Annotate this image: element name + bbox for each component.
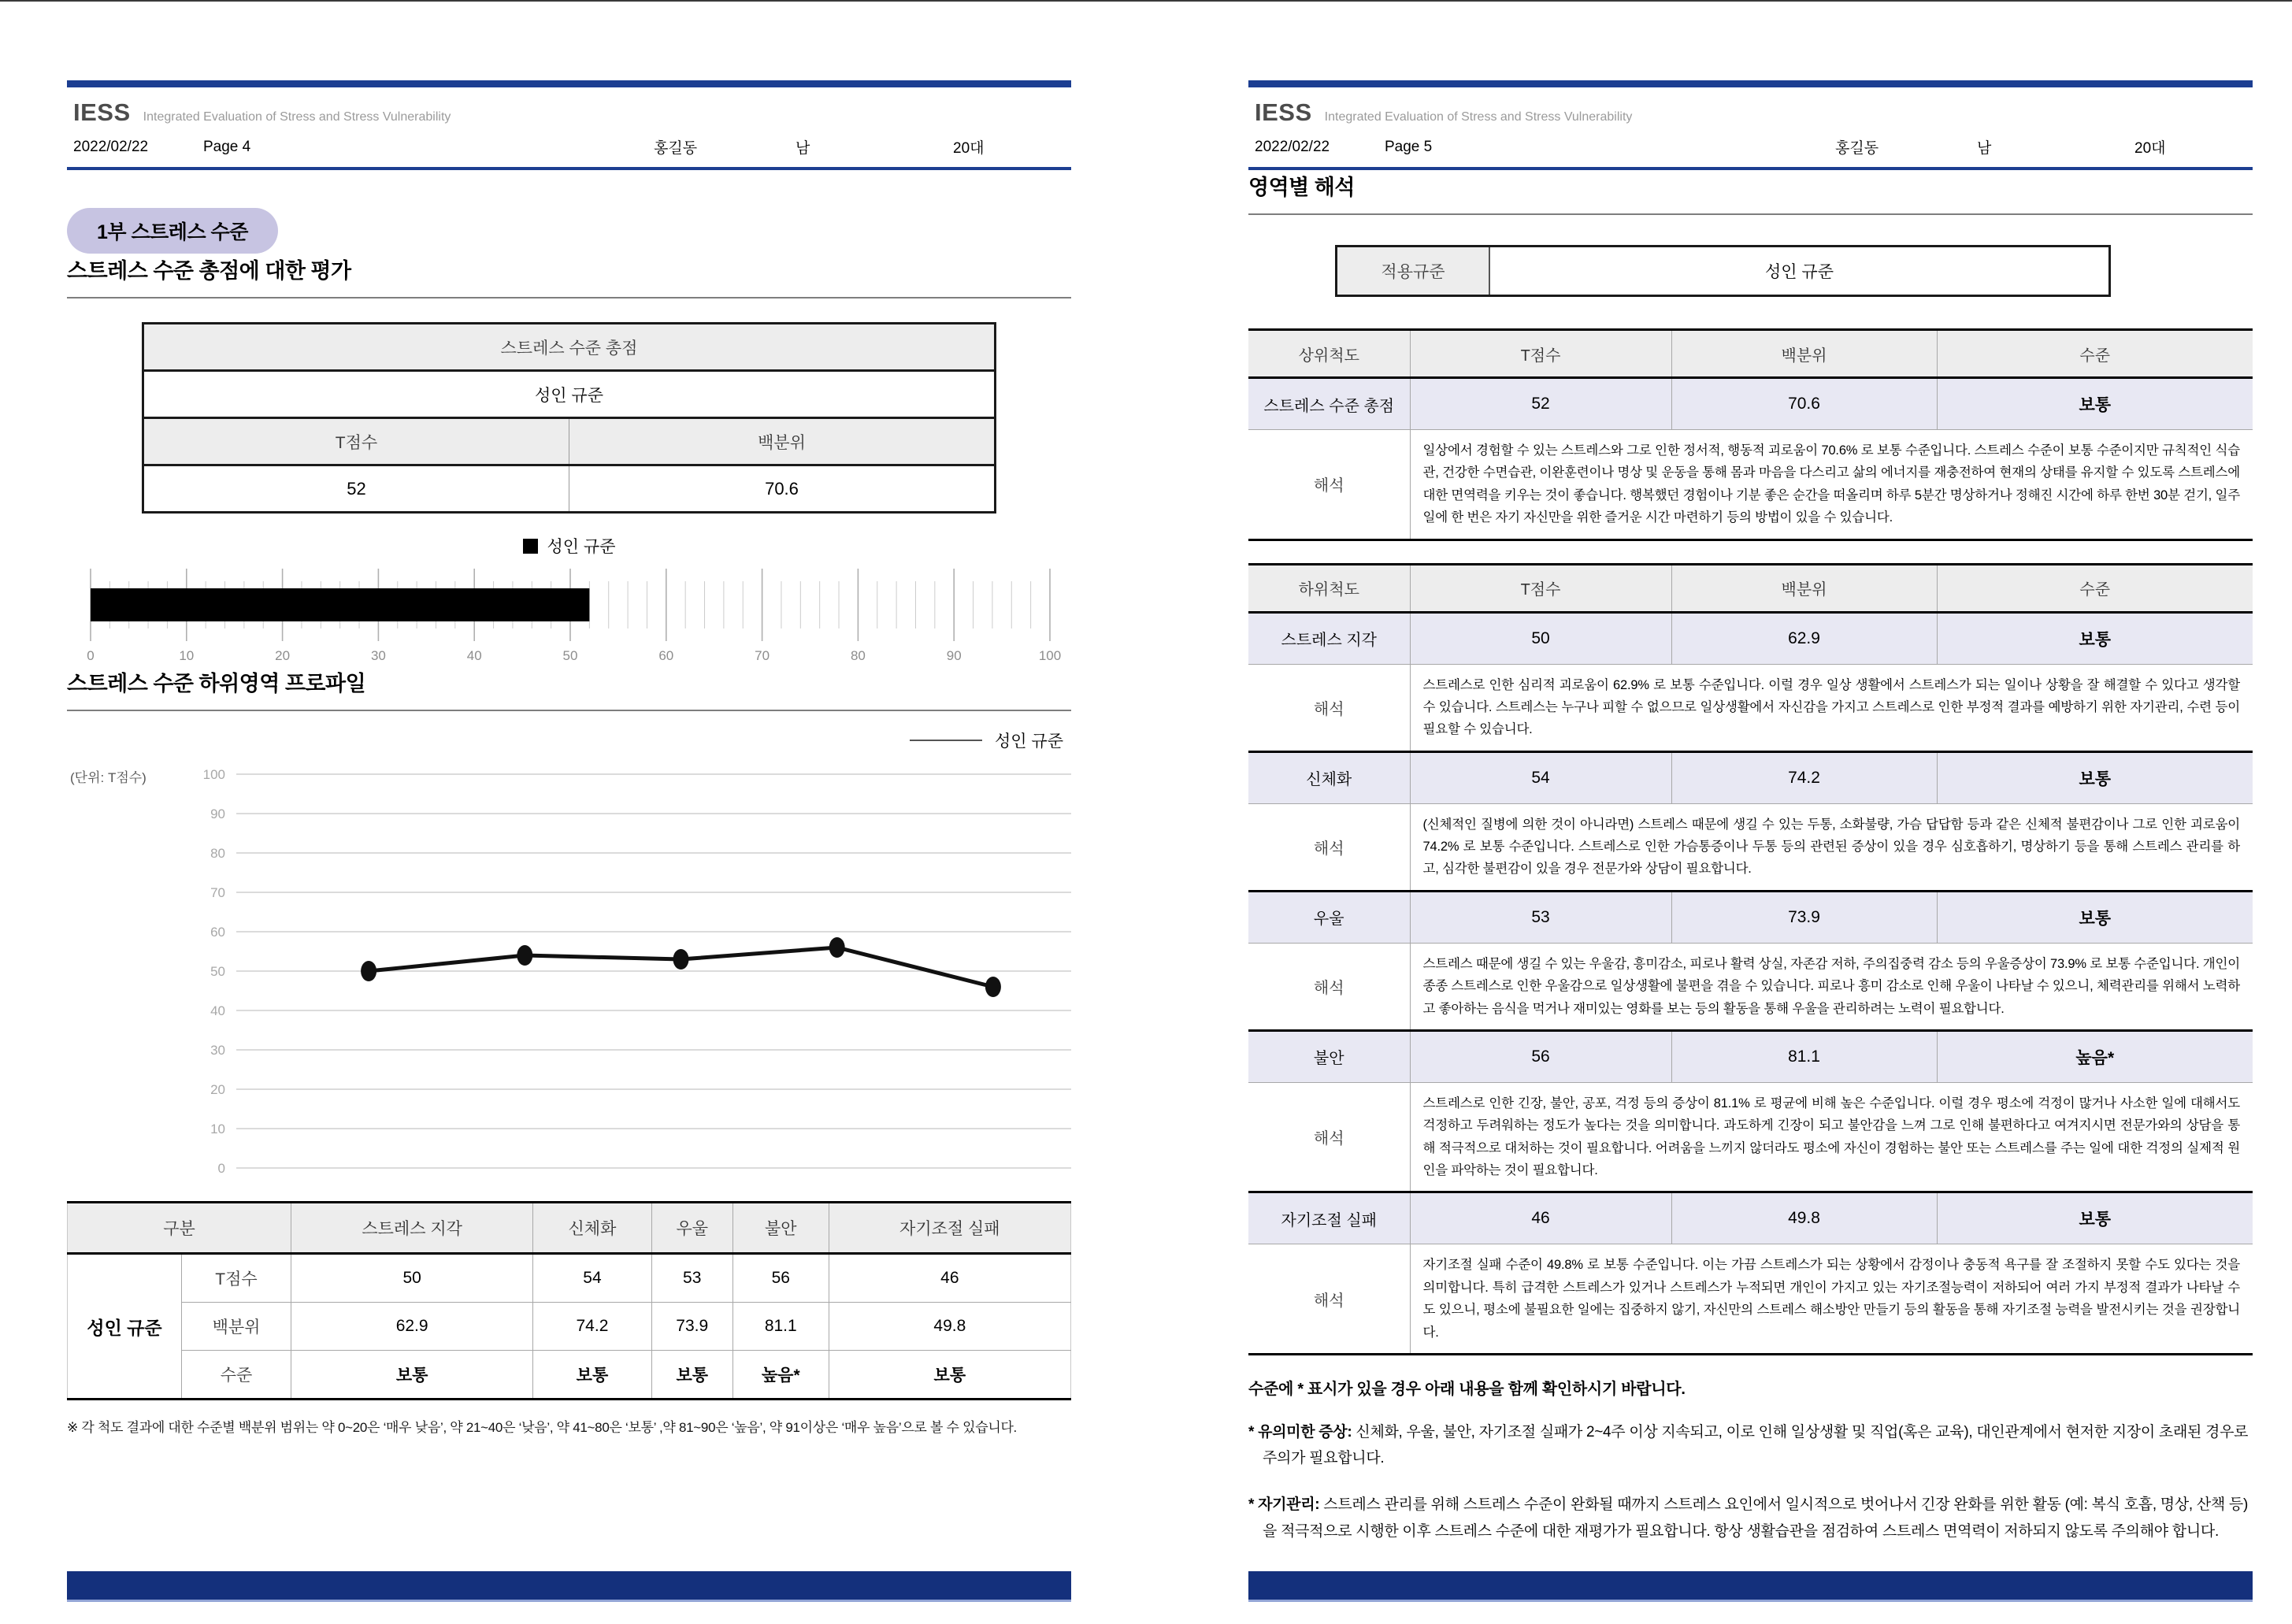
scale-tscore: 52	[1410, 378, 1671, 430]
tscore-value: 52	[143, 465, 569, 513]
iess-logo: IESS	[73, 98, 131, 126]
legend-line-icon	[910, 740, 982, 741]
scale-name: 자기조절 실패	[1248, 1192, 1410, 1244]
header-info-row	[67, 128, 1071, 167]
percentile-1: 74.2	[533, 1303, 651, 1351]
svg-text:30: 30	[370, 648, 386, 663]
tscore-1: 54	[533, 1254, 651, 1303]
note-self-management	[1248, 1492, 2253, 1544]
scale-level: 보통	[1937, 612, 2253, 664]
table-row	[68, 1254, 1071, 1303]
header-scale: 상위척도	[1248, 330, 1410, 378]
note-text: 신체화, 우울, 불안, 자기조절 실패가 2~4주 이상 지속되고, 이로 인해 일상생활 및 직업(혹은 교육), 대인관계에서 현저한 지장이 초래된 경우로 주의가 필요합니다.	[1263, 1423, 2249, 1467]
note-bold-prefix: * 자기관리:	[1248, 1496, 1320, 1514]
col-header-1: 신체화	[533, 1203, 651, 1254]
interp-text: 스트레스 때문에 생길 수 있는 우울감, 흥미감소, 피로나 활력 상실, 자존감 저하, 주의집중력 감소 등의 우울증상이 73.9% 로 보통 수준입니다. 개인이 종종 스트레스로 인한 우울감으로 일상생활에 불편을 겪을 수 있습니다. 피로나 흥미 감소로 인해 우울이 나타날 수 있으니, 체력관리를 위해서 노력하고 좋아하는 음식을 먹거나 재미있는 영화를 보는 등의 활동을 통해 우울을 관리하려는 노력이 필요합니다.	[1410, 943, 2253, 1030]
header-bottom-rule	[67, 167, 1071, 170]
percentile-0: 62.9	[291, 1303, 533, 1351]
section-title-interpretation: 영역별 해석	[1248, 170, 2253, 215]
interp-row	[1248, 1082, 2253, 1192]
unit-label: (단위: T점수)	[70, 770, 146, 785]
scale-percentile: 73.9	[1671, 891, 1937, 943]
percentile-value: 70.6	[569, 465, 996, 513]
svg-text:90: 90	[946, 648, 962, 663]
client-gender: 남	[1977, 140, 1992, 157]
interp-text: 스트레스로 인한 긴장, 불안, 공포, 걱정 등의 증상이 81.1% 로 평균에 비해 높은 수준입니다. 이럴 경우 평소에 걱정이 많거나 사소한 일에 대해서도 걱정하고 두려워하는 정도가 높다는 것을 의미합니다. 과도하게 긴장이 되고 불안감을 느껴 그로 인해 불편하다고 여겨지시면 전문가와의 상담을 통해 적극적으로 대처하는 것이 필요합니다. 어려움을 느끼지 않더라도 평소에 자신이 경험하는 불안 또는 스트레스를 주는 일에 대한 걱정의 실제적 원인을 파악하는 것이 필요합니다.	[1410, 1082, 2253, 1192]
scale-row-depression	[1248, 891, 2253, 943]
row-label-level: 수준	[182, 1351, 291, 1400]
interp-text-total: 일상에서 경험할 수 있는 스트레스와 그로 인한 정서적, 행동적 괴로움이 70.6% 로 보통 수준입니다. 스트레스 수준이 보통 수준이지만 규칙적인 식습관, 건강한 수면습관, 이완훈련이나 명상 및 운동을 통해 몸과 마음을 다스리고 삶의 에너지를 재충전하여 현재의 상태를 유지할 수 있도록 스트레스에 대한 면역력을 키우는 것이 좋습니다. 행복했던 경험이나 기분 좋은 순간을 떠올리며 하루 5분간 명상하거나 정해진 시간에 하루 한번 30분 걷기, 일주일에 한 번은 자기 자신만을 위한 즐거운 시간 마련하기 등의 방법이 있을 수 있습니다.	[1410, 430, 2253, 540]
scale-level: 보통	[1937, 751, 2253, 803]
applied-norm-value: 성인 규준	[1765, 263, 1834, 281]
client-age: 20대	[953, 140, 985, 157]
scale-level: 보통	[1937, 1192, 2253, 1244]
page-footer-bar	[67, 1571, 1071, 1602]
applied-norm-table	[1335, 245, 2111, 297]
profile-legend-label: 성인 규준	[995, 732, 1063, 751]
header-percentile: 백분위	[1671, 330, 1937, 378]
client-name: 홍길동	[1835, 140, 1879, 157]
tscore-0: 50	[291, 1254, 533, 1303]
client-name: 홍길동	[654, 140, 698, 157]
scale-row-anxiety	[1248, 1030, 2253, 1082]
svg-text:20: 20	[210, 1082, 225, 1097]
upper-scale-table	[1248, 328, 2253, 541]
part-badge: 1부 스트레스 수준	[67, 208, 278, 254]
lower-scale-table	[1248, 563, 2253, 1355]
asterisk-note: 수준에 * 표시가 있을 경우 아래 내용을 함께 확인하시기 바랍니다.	[1248, 1380, 1686, 1398]
svg-text:90: 90	[210, 806, 225, 821]
scale-percentile: 62.9	[1671, 612, 1937, 664]
interp-row-total	[1248, 430, 2253, 540]
scale-tscore: 54	[1410, 751, 1671, 803]
page-number: Page 5	[1385, 138, 1433, 155]
brand-subtitle: Integrated Evaluation of Stress and Stress Vulnerability	[1324, 110, 1633, 124]
svg-text:20: 20	[275, 648, 291, 663]
header-scale: 하위척도	[1248, 564, 1410, 612]
iess-logo: IESS	[1255, 98, 1312, 126]
svg-text:50: 50	[562, 648, 578, 663]
scale-name: 스트레스 지각	[1248, 612, 1410, 664]
svg-text:40: 40	[210, 1003, 225, 1018]
profile-line-chart	[67, 757, 1071, 1186]
scale-row-somatization	[1248, 751, 2253, 803]
client-age: 20대	[2134, 140, 2166, 157]
header-level: 수준	[1937, 564, 2253, 612]
interp-label: 해석	[1248, 1244, 1410, 1355]
brand-row	[1248, 87, 2253, 128]
interp-text: 자기조절 실패 수준이 49.8% 로 보통 수준입니다. 이는 가끔 스트레스가 되는 상황에서 감정이나 충동적 욕구를 잘 조절하지 못할 수도 있다는 것을 의미합니다. 특히 급격한 스트레스가 있거나 스트레스가 누적되면 개인이 가지고 있는 자기조절능력이 저하되어 여러 가지 부정적 결과가 나타날 수도 있으니, 평소에 불필요한 일에는 집중하지 않기, 자신만의 스트레스 해소방안 만들기 등의 활동을 통해 자기조절 능력을 발전시키는 것을 권장합니다.	[1410, 1244, 2253, 1355]
scale-tscore: 56	[1410, 1030, 1671, 1082]
upper-table-header-row	[1248, 330, 2253, 378]
report-date: 2022/02/22	[1255, 138, 1330, 155]
header-top-rule	[1248, 80, 2253, 87]
row-group-label: 성인 규준	[68, 1254, 182, 1400]
report-date: 2022/02/22	[73, 138, 149, 155]
legend-square-icon	[523, 539, 538, 554]
level-3: 높음*	[732, 1351, 829, 1400]
scale-tscore: 53	[1410, 891, 1671, 943]
scale-name: 스트레스 수준 총점	[1248, 378, 1410, 430]
interp-label: 해석	[1248, 1082, 1410, 1192]
total-score-table-title: 스트레스 수준 총점	[143, 324, 996, 371]
svg-text:30: 30	[210, 1043, 225, 1058]
interp-row	[1248, 1244, 2253, 1355]
interp-row	[1248, 664, 2253, 751]
level-2: 보통	[651, 1351, 732, 1400]
svg-text:0: 0	[87, 648, 95, 663]
tscore-header: T점수	[143, 418, 569, 465]
note-bold-prefix: * 유의미한 증상:	[1248, 1423, 1352, 1440]
header-tscore: T점수	[1410, 564, 1671, 612]
note-text: 스트레스 관리를 위해 스트레스 수준이 완화될 때까지 스트레스 요인에서 일시적으로 벗어나서 긴장 완화를 위한 활동 (예: 복식 호흡, 명상, 산책 등)을 적극적으로 시행한 이후 스트레스 수준에 대한 재평가가 필요합니다. 항상 생활습관을 점검하여 스트레스 면역력이 저하되지 않도록 주의해야 합니다.	[1263, 1496, 2249, 1540]
interp-text: 스트레스로 인한 심리적 괴로움이 62.9% 로 보통 수준입니다. 이럴 경우 일상 생활에서 스트레스가 되는 일이나 상황을 잘 해결할 수 있다고 생각할 수 있습니다. 스트레스는 누구나 피할 수 없으므로 일상생활에서 자신감을 가지고 스트레스로 인한 부정적 결과를 예방하기 위한 자기관리, 수련 등이 필요할 수 있습니다.	[1410, 664, 2253, 751]
scale-percentile: 70.6	[1671, 378, 1937, 430]
col-header-4: 자기조절 실패	[829, 1203, 1070, 1254]
tscore-3: 56	[732, 1254, 829, 1303]
page-5	[1248, 2, 2253, 1544]
svg-text:0: 0	[217, 1161, 225, 1176]
profile-chart	[67, 757, 1071, 1190]
tscore-4: 46	[829, 1254, 1070, 1303]
note-significant-symptoms	[1248, 1419, 2253, 1472]
percentile-2: 73.9	[651, 1303, 732, 1351]
svg-text:10: 10	[179, 648, 195, 663]
level-1: 보통	[533, 1351, 651, 1400]
col-header-2: 우울	[651, 1203, 732, 1254]
total-score-table	[142, 322, 996, 514]
scale-name: 불안	[1248, 1030, 1410, 1082]
level-0: 보통	[291, 1351, 533, 1400]
page-number: Page 4	[203, 138, 251, 155]
tscore-2: 53	[651, 1254, 732, 1303]
row-label-percentile: 백분위	[182, 1303, 291, 1351]
applied-norm-label: 적용규준	[1337, 247, 1490, 296]
col-header-3: 불안	[732, 1203, 829, 1254]
scale-tscore: 46	[1410, 1192, 1671, 1244]
header-percentile: 백분위	[1671, 564, 1937, 612]
lower-table-header-row	[1248, 564, 2253, 612]
svg-text:50: 50	[210, 964, 225, 979]
scale-percentile: 49.8	[1671, 1192, 1937, 1244]
svg-text:70: 70	[210, 885, 225, 900]
header-level: 수준	[1937, 330, 2253, 378]
scale-level: 보통	[1937, 891, 2253, 943]
percentile-4: 49.8	[829, 1303, 1070, 1351]
brand-row	[67, 87, 1071, 128]
svg-text:100: 100	[1038, 648, 1062, 663]
brand-subtitle: Integrated Evaluation of Stress and Stress Vulnerability	[143, 110, 451, 124]
ruler-legend-label: 성인 규준	[547, 538, 616, 556]
scale-level: 보통	[1937, 378, 2253, 430]
header-tscore: T점수	[1410, 330, 1671, 378]
report-header	[1248, 80, 2253, 170]
percentile-range-footnote: ※ 각 척도 결과에 대한 수준별 백분위 범위는 약 0~20은 ‘매우 낮음’, 약 21~40은 ‘낮음’, 약 41~80은 ‘보통’ ,약 81~90은 ‘높음’, 약 91이상은 ‘매우 높음’으로 볼 수 있습니다.	[67, 1420, 1017, 1435]
col-group-header: 구분	[68, 1203, 291, 1254]
svg-text:60: 60	[658, 648, 674, 663]
svg-text:80: 80	[850, 648, 866, 663]
svg-text:80: 80	[210, 846, 225, 861]
interp-text: (신체적인 질병에 의한 것이 아니라면) 스트레스 때문에 생길 수 있는 두통, 소화불량, 가슴 답답함 등과 같은 신체적 불편감이나 그로 인한 괴로움이 74.2% 로 보통 수준입니다. 스트레스로 인한 가슴통증이나 두통 등의 관련된 증상이 있을 경우 심호흡하기, 명상하기 등을 통해 스트레스 관리를 하고, 심각한 불편감이 있을 경우 전문가와 상담이 필요합니다.	[1410, 803, 2253, 891]
norm-cell: 성인 규준	[143, 371, 996, 418]
svg-text:40: 40	[466, 648, 482, 663]
section-title-profile: 스트레스 수준 하위영역 프로파일	[67, 666, 1071, 711]
interp-label: 해석	[1248, 430, 1410, 540]
report-header	[67, 80, 1071, 170]
interp-label: 해석	[1248, 664, 1410, 751]
header-top-rule	[67, 80, 1071, 87]
profile-legend	[67, 729, 1063, 752]
svg-text:70: 70	[755, 648, 770, 663]
table-row	[68, 1351, 1071, 1400]
interp-label: 해석	[1248, 803, 1410, 891]
interp-label: 해석	[1248, 943, 1410, 1030]
scale-percentile: 74.2	[1671, 751, 1937, 803]
profile-score-table	[67, 1201, 1071, 1400]
scale-name: 신체화	[1248, 751, 1410, 803]
percentile-header: 백분위	[569, 418, 996, 465]
profile-table-header-row	[68, 1203, 1071, 1254]
svg-text:10: 10	[210, 1122, 225, 1136]
page-4	[67, 2, 1071, 1440]
scale-percentile: 81.1	[1671, 1030, 1937, 1082]
scale-row-self-regulation-failure	[1248, 1192, 2253, 1244]
section-title-total-score: 스트레스 수준 총점에 대한 평가	[67, 254, 1071, 298]
svg-text:100: 100	[202, 767, 225, 782]
interp-row	[1248, 943, 2253, 1030]
table-row	[68, 1303, 1071, 1351]
scale-row-stress-perception	[1248, 612, 2253, 664]
level-4: 보통	[829, 1351, 1070, 1400]
interp-row	[1248, 803, 2253, 891]
scale-name: 우울	[1248, 891, 1410, 943]
scale-level: 높음*	[1937, 1030, 2253, 1082]
total-score-ruler-chart	[67, 564, 1071, 666]
row-label-tscore: T점수	[182, 1254, 291, 1303]
client-gender: 남	[796, 140, 810, 157]
percentile-3: 81.1	[732, 1303, 829, 1351]
col-header-0: 스트레스 지각	[291, 1203, 533, 1254]
page-footer-bar	[1248, 1571, 2253, 1602]
scale-row-total	[1248, 378, 2253, 430]
svg-text:60: 60	[210, 925, 225, 940]
ruler-legend	[67, 534, 1071, 558]
scale-tscore: 50	[1410, 612, 1671, 664]
header-info-row	[1248, 128, 2253, 167]
